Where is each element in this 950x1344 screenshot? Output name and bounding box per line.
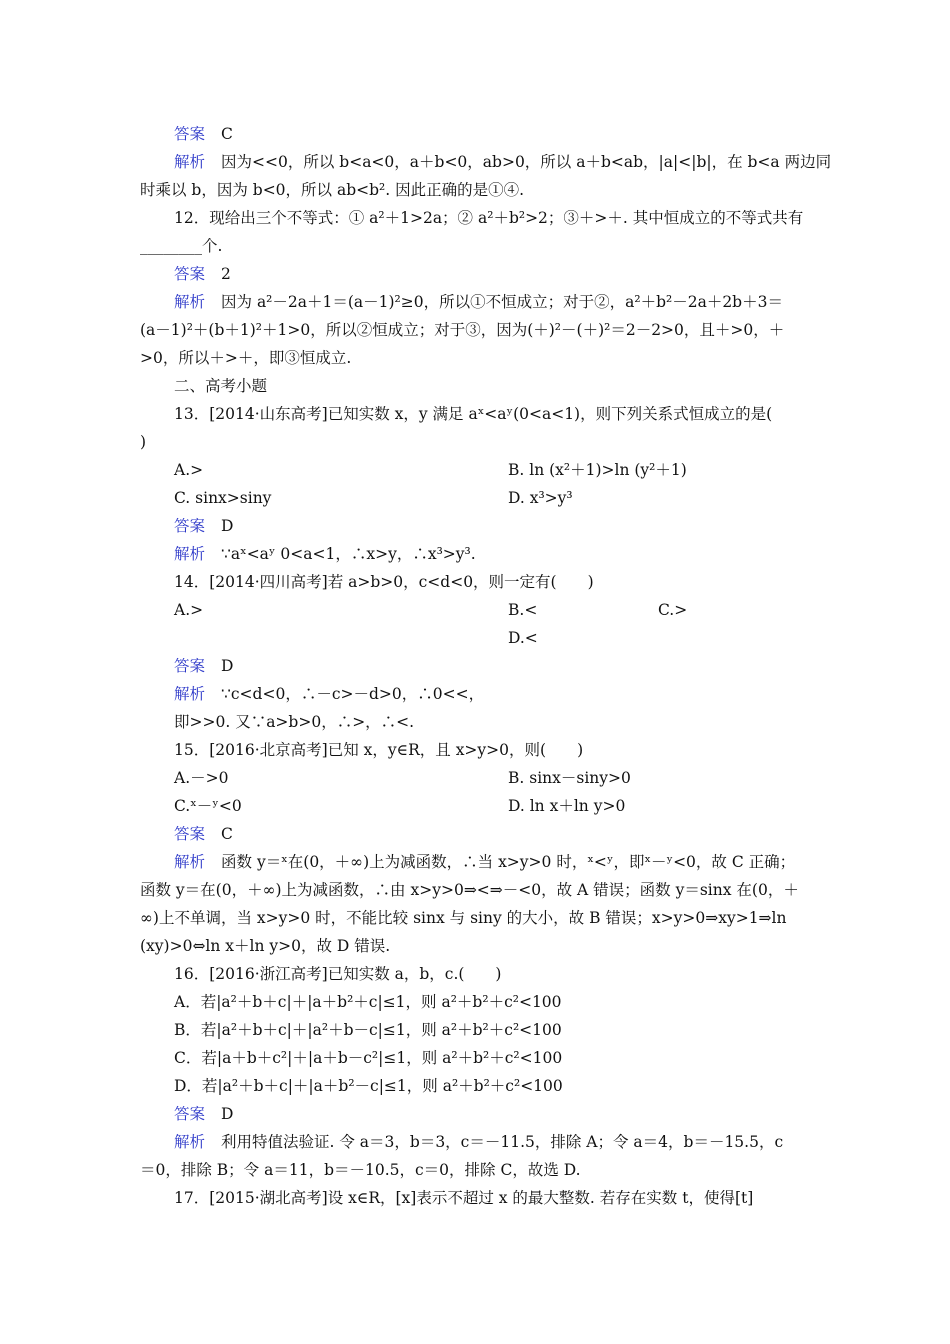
text-line	[174, 988, 820, 1016]
answer-label: 答案	[174, 825, 206, 843]
line-text: D	[221, 517, 234, 535]
line-text: 17．[2015·湖北高考]设 x∈R，[x]表示不超过 x 的最大整数. 若存在实数 t，使得[t]	[174, 1189, 754, 1207]
line-text: 函数 y＝在(0，＋∞)上为减函数，∴由 x>y>0⇒<⇒－<0，故 A 错误；函数 y＝sinx 在(0，＋	[140, 881, 799, 899]
line-text: 利用特值法验证. 令 a＝3，b＝3，c＝－11.5，排除 A；令 a＝4，b＝－15.5，c	[221, 1133, 784, 1151]
line-text: ________个.	[140, 237, 223, 255]
line-text: ∞)上不单调，当 x>y>0 时，不能比较 sinx 与 siny 的大小，故 B 错误；x>y>0⇒xy>1⇒ln	[140, 909, 787, 927]
line-text: C	[221, 825, 233, 843]
text-line	[508, 764, 820, 792]
text-line	[140, 316, 820, 344]
text-line	[140, 876, 820, 904]
line-text: C．若|a＋b＋c²|＋|a＋b－c²|≤1，则 a²＋b²＋c²<100	[174, 1049, 563, 1067]
answer-label: 答案	[174, 125, 206, 143]
text-line	[174, 848, 820, 876]
line-text: A.>	[174, 461, 204, 479]
line-text: 因为 a²－2a＋1＝(a－1)²≥0，所以①不恒成立；对于②，a²＋b²－2a＋2b＋3＝	[221, 293, 783, 311]
text-line	[174, 568, 820, 596]
line-text: A.>	[174, 601, 204, 619]
text-line	[140, 904, 820, 932]
analysis-label: 解析	[174, 545, 206, 563]
line-text: 13．[2014·山东高考]已知实数 x，y 满足 aˣ<aʸ(0<a<1)，则下列关系式恒成立的是(	[174, 405, 773, 423]
line-text: D	[221, 657, 234, 675]
analysis-label: 解析	[174, 1133, 206, 1151]
line-text: A.－>0	[174, 769, 229, 787]
answer-label: 答案	[174, 1105, 206, 1123]
text-line	[174, 680, 820, 708]
text-line	[174, 820, 820, 848]
text-line	[174, 372, 820, 400]
analysis-label: 解析	[174, 293, 206, 311]
text-line	[140, 1156, 820, 1184]
analysis-label: 解析	[174, 685, 206, 703]
line-text: B. ln (x²＋1)>ln (y²＋1)	[508, 461, 687, 479]
line-text: C.ˣ－ʸ<0	[174, 797, 242, 815]
text-line	[140, 428, 820, 456]
text-line	[174, 512, 820, 540]
line-text: 二、高考小题	[174, 377, 268, 395]
line-text: C.>	[658, 601, 688, 619]
text-line	[508, 484, 820, 512]
line-text: >0，所以＋>＋，即③恒成立.	[140, 349, 352, 367]
line-text: 16．[2016·浙江高考]已知实数 a，b，c.( )	[174, 965, 502, 983]
text-line	[174, 1044, 820, 1072]
text-line	[174, 540, 820, 568]
text-line	[658, 596, 820, 624]
text-line	[174, 288, 820, 316]
line-text: (xy)>0⇔ln x＋ln y>0，故 D 错误.	[140, 937, 391, 955]
line-text: ∵c<d<0，∴－c>－d>0，∴0<<，	[221, 685, 485, 703]
answer-label: 答案	[174, 265, 206, 283]
text-line	[140, 932, 820, 960]
line-text: B.<	[508, 601, 538, 619]
text-line	[508, 624, 820, 652]
line-text: )	[140, 433, 147, 451]
text-line	[174, 1128, 820, 1156]
text-line	[174, 260, 820, 288]
text-line	[174, 400, 820, 428]
line-text: C. sinx>siny	[174, 489, 272, 507]
text-line	[174, 1016, 820, 1044]
text-line	[174, 148, 832, 176]
text-line	[174, 960, 820, 988]
line-text: A．若|a²＋b＋c|＋|a＋b²＋c|≤1，则 a²＋b²＋c²<100	[174, 993, 562, 1011]
line-text: D.<	[508, 629, 538, 647]
text-line	[508, 792, 820, 820]
line-text: D．若|a²＋b＋c|＋|a＋b²－c|≤1，则 a²＋b²＋c²<100	[174, 1077, 563, 1095]
text-line	[174, 1072, 820, 1100]
text-line	[174, 708, 820, 736]
line-text: D. x³>y³	[508, 489, 573, 507]
line-text: (a－1)²＋(b＋1)²＋1>0，所以②恒成立；对于③，因为(＋)²－(＋)²＝2－2>0，且＋>0，＋	[140, 321, 785, 339]
text-line	[174, 1100, 820, 1128]
line-text: 14．[2014·四川高考]若 a>b>0，c<d<0，则一定有( )	[174, 573, 594, 591]
analysis-label: 解析	[174, 853, 206, 871]
text-line	[140, 176, 820, 204]
line-text: D	[221, 1105, 234, 1123]
line-text: 2	[221, 265, 231, 283]
text-line	[174, 736, 820, 764]
line-text: 15．[2016·北京高考]已知 x，y∈R，且 x>y>0，则( )	[174, 741, 584, 759]
text-line	[140, 344, 820, 372]
analysis-label: 解析	[174, 153, 206, 171]
text-line	[140, 232, 820, 260]
text-line	[174, 204, 820, 232]
answer-label: 答案	[174, 517, 206, 535]
line-text: D. ln x＋ln y>0	[508, 797, 626, 815]
line-text: C	[221, 125, 233, 143]
line-text: 12．现给出三个不等式：① a²＋1>2a；② a²＋b²>2；③＋>＋. 其中恒成立的不等式共有	[174, 209, 804, 227]
line-text: B．若|a²＋b＋c|＋|a²＋b－c|≤1，则 a²＋b²＋c²<100	[174, 1021, 562, 1039]
text-line	[508, 456, 820, 484]
line-text: ＝0，排除 B；令 a＝11，b＝－10.5，c＝0，排除 C，故选 D.	[140, 1161, 581, 1179]
line-text: 即>>0. 又∵a>b>0，∴>，∴<.	[174, 713, 415, 731]
answer-label: 答案	[174, 657, 206, 675]
text-line	[174, 120, 820, 148]
line-text: 时乘以 b，因为 b<0，所以 ab<b². 因此正确的是①④.	[140, 181, 525, 199]
line-text: ∵aˣ<aʸ 0<a<1，∴x>y，∴x³>y³.	[221, 545, 476, 563]
line-text: 函数 y＝ˣ在(0，＋∞)上为减函数，∴当 x>y>0 时，ˣ<ʸ，即ˣ－ʸ<0，故 C 正确；	[221, 853, 796, 871]
text-line	[174, 1184, 820, 1212]
text-line	[174, 652, 820, 680]
line-text: 因为<<0，所以 b<a<0，a＋b<0，ab>0，所以 a＋b<ab，|a|<|b|，在 b<a 两边同	[221, 153, 832, 171]
line-text: B. sinx－siny>0	[508, 769, 631, 787]
